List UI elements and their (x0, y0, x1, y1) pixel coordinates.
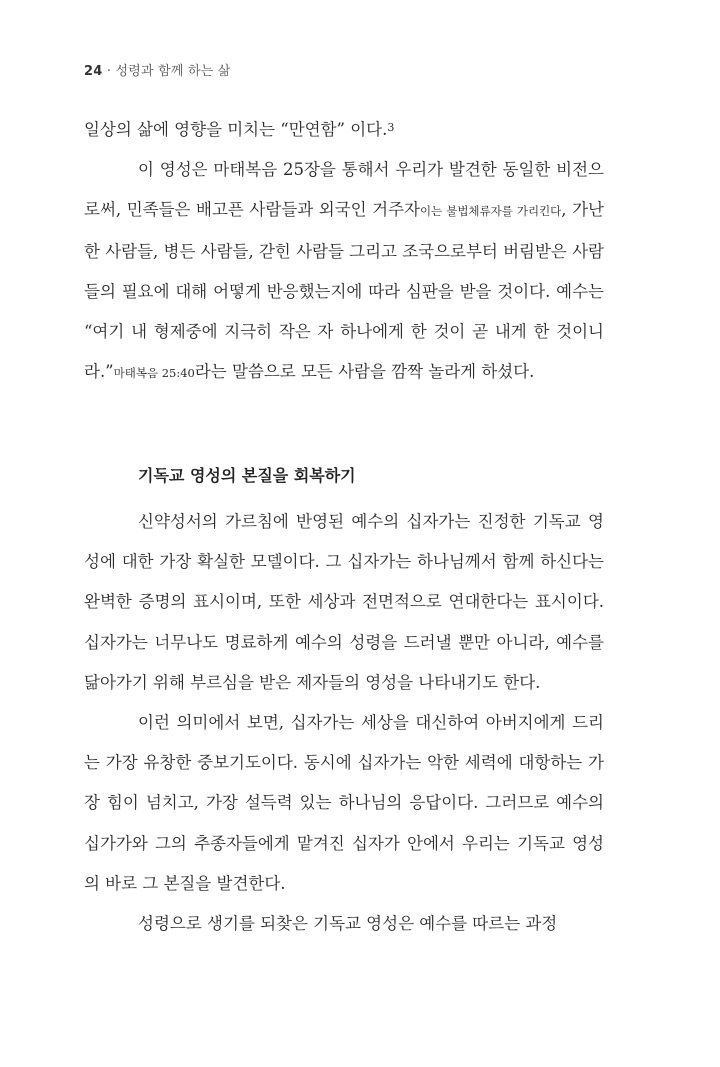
paragraph-matthew-25 (84, 150, 604, 393)
text-block-section (84, 502, 604, 944)
paragraph-continued (84, 110, 604, 150)
text-block-top (84, 110, 604, 393)
inline-citation: 마태복음 25:40 (113, 366, 195, 381)
paragraph: 이런 의미에서 보면, 십자가는 세상을 대신하여 아버지에게 드리는 가장 유창한 중보기도이다. 동시에 십자가는 악한 세력에 대항하는 가장 힘이 넘치고, 가장 설득력 있는 하나님의 응답이다. 그러므로 예수의 십가가와 그의 추종자들에게 맡겨진 십자가 안에서 우리는 기독교 영성의 바로 그 본질을 발견한다. (84, 713, 604, 893)
paragraph-text: 일상의 삶에 영향을 미치는 “만연함” 이다. (84, 120, 388, 139)
page-number: 24 (84, 64, 103, 79)
book-title: 성령과 함께 하는 삶 (115, 64, 231, 79)
paragraph-text: 이 영성은 마태복음 25장을 통해서 우리가 발견한 동일한 비전으로써, 민족들은 배고픈 사람들과 외국인 거주자 (84, 160, 604, 220)
section-heading: 기독교 영성의 본질을 회복하기 (138, 466, 356, 485)
footnote-marker: 3 (387, 121, 395, 134)
running-header (84, 60, 231, 79)
header-separator: · (102, 64, 116, 79)
paragraph-text: 라는 말씀으로 모든 사람을 깜짝 놀라게 하셨다. (194, 362, 535, 382)
inline-note-immigrants: 이는 불법체류자를 가리킨다 (420, 204, 562, 219)
paragraph: 신약성서의 가르침에 반영된 예수의 십자가는 진정한 기독교 영성에 대한 가장 확실한 모델이다. 그 십자가는 하나님께서 함께 하신다는 완벽한 증명의 표시이며, 또한 세상과 전면적으로 연대한다는 표시이다. 십자가는 너무나도 명료하게 예수의 성령을 드러낼 뿐만 아니라, 예수를 닮아가기 위해 부르심을 받은 제자들의 영성을 나타내기도 한다. (84, 512, 604, 692)
paragraph: 성령으로 생기를 되찾은 기독교 영성은 예수를 따르는 과정 (138, 914, 558, 934)
paragraph-text: , 가난한 사람들, 병든 사람들, 갇힌 사람들 그리고 조국으로부터 버림받은 사람들의 필요에 대해 어떻게 반응했는지에 따라 심판을 받을 것이다. 예수는 “여기 내 형제중에 지극히 작은 자 하나에게 한 것이 곧 내게 한 것이니라.” (84, 200, 605, 382)
